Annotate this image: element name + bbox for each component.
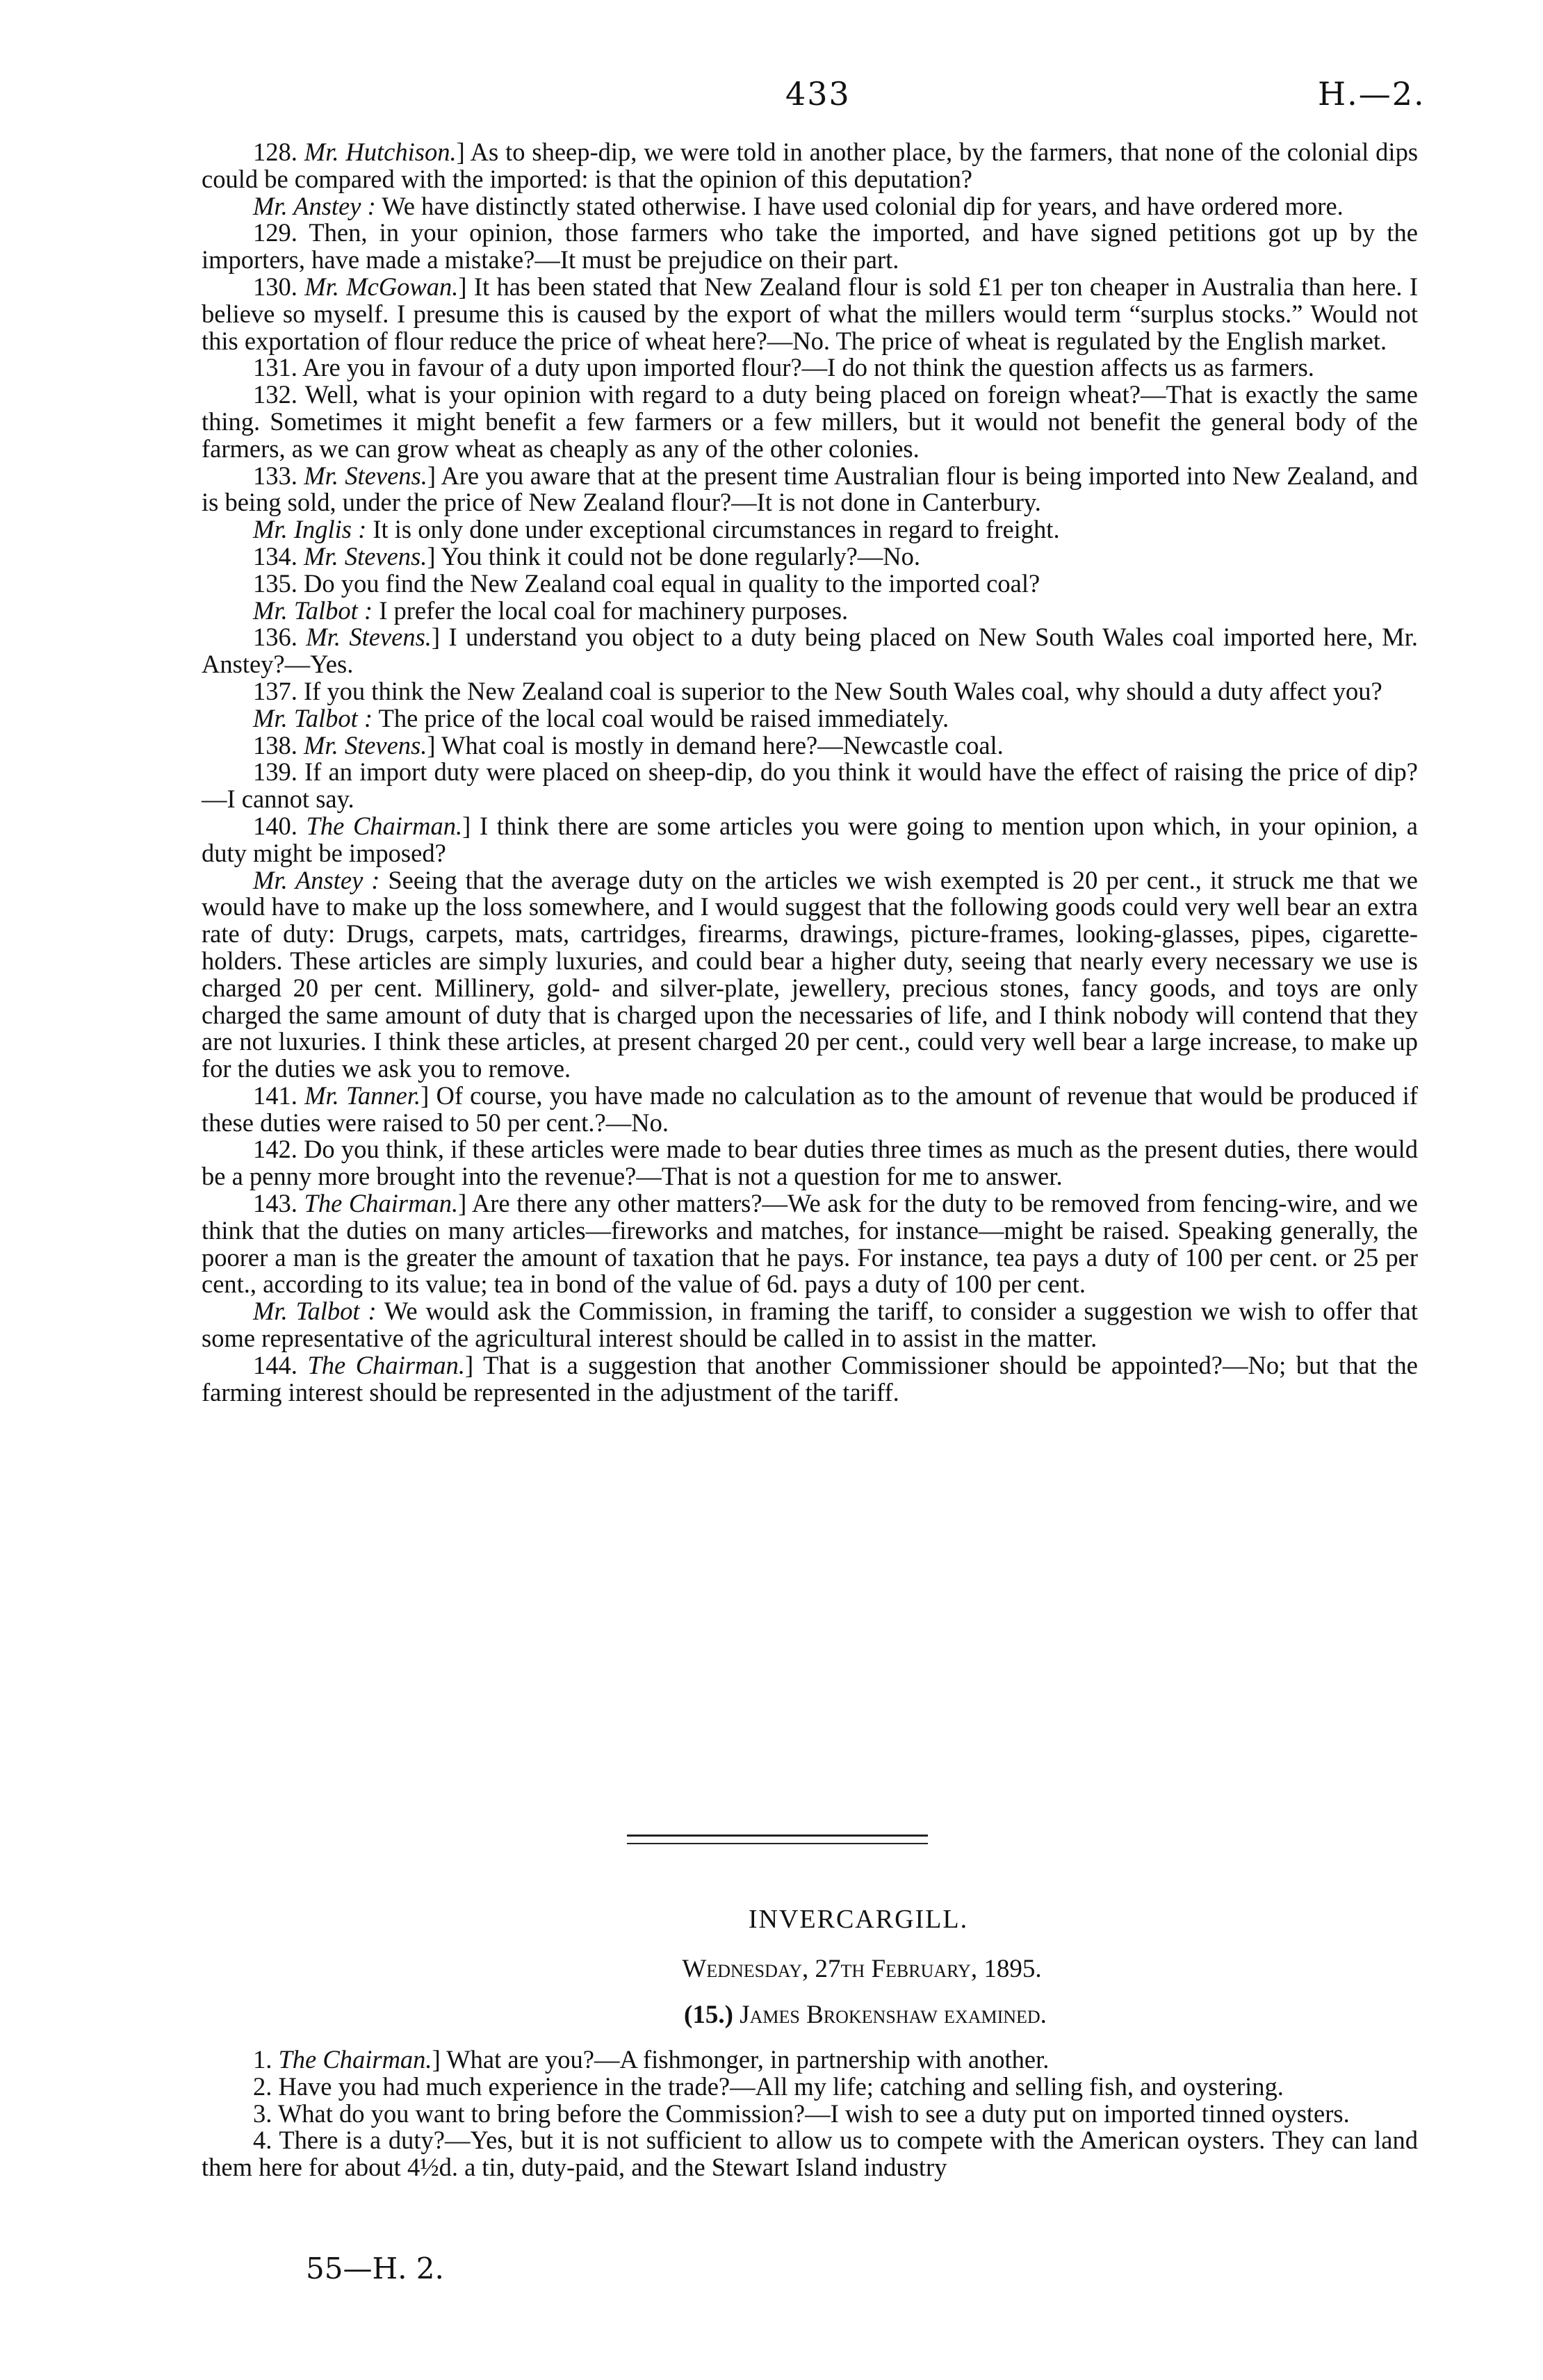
paragraph-text: ] What coal is mostly in demand here?—Newcastle coal.	[427, 730, 1004, 760]
paragraph-text: ] I think there are some articles you were going to mention upon which, in your opinion, a duty might be imposed?	[202, 811, 1418, 867]
testimony-paragraph	[202, 2071, 1418, 2101]
testimony-paragraph	[202, 139, 1418, 193]
page-number: 433	[785, 75, 851, 113]
testimony-paragraph	[202, 759, 1418, 813]
speaker-name: Mr. Talbot :	[253, 596, 373, 625]
testimony-paragraph	[202, 543, 1418, 571]
question-number: 3.	[253, 2099, 278, 2128]
paragraph-text: Then, in your opinion, those farmers who take the imported, and have signed petitions got up by the importers, have made a mistake?—It must be prejudice on their part.	[202, 218, 1418, 274]
witness-number: (15.)	[684, 2001, 733, 2029]
testimony-paragraph	[202, 813, 1418, 867]
document-code: H.—2.	[1318, 75, 1426, 113]
speaker-name: Mr. McGowan.	[304, 272, 459, 301]
testimony-paragraph	[202, 2101, 1418, 2128]
question-number: 138.	[253, 730, 304, 760]
paragraph-text: The price of the local coal would be raised immediately.	[373, 703, 949, 732]
speaker-name: Mr. Tanner.	[304, 1081, 421, 1110]
question-number: 143.	[253, 1189, 304, 1218]
testimony-paragraph	[202, 2127, 1418, 2181]
testimony-paragraph	[202, 2046, 1418, 2074]
section-divider-top	[627, 1835, 928, 1837]
paragraph-text: If an import duty were placed on sheep-dip, do you think it would have the effect of raising the price of dip?—I cannot say.	[202, 757, 1419, 814]
paragraph-text: ] You think it could not be done regularly?—No.	[427, 541, 921, 571]
paragraph-text: Have you had much experience in the trade?—All my life; catching and selling fish, and oystering.	[278, 2071, 1284, 2101]
question-number: 128.	[253, 138, 304, 166]
question-number: 144.	[253, 1350, 308, 1379]
question-number: 130.	[253, 272, 305, 301]
witness-name: James Brokenshaw examined.	[740, 2001, 1047, 2029]
speaker-name: Mr. Anstey :	[253, 191, 376, 220]
question-number: 137.	[253, 676, 304, 705]
question-number: 129.	[253, 218, 309, 247]
testimony-paragraph	[202, 354, 1418, 381]
question-number: 134.	[253, 541, 304, 571]
paragraph-text: If you think the New Zealand coal is superior to the New South Wales coal, why should a duty affect you?	[304, 676, 1382, 705]
speaker-name: The Chairman.	[306, 811, 463, 840]
paragraph-text: What do you want to bring before the Commission?—I wish to see a duty put on imported tinned oysters.	[277, 2099, 1350, 2128]
speaker-name: The Chairman.	[304, 1189, 459, 1218]
paragraph-text: ] I understand you object to a duty being placed on New South Wales coal imported here, Mr. Anstey?—Yes.	[202, 623, 1419, 679]
paragraph-text: We have distinctly stated otherwise. I have used colonial dip for years, and have ordered more.	[375, 191, 1344, 220]
testimony-paragraph	[202, 1298, 1418, 1352]
paragraph-text: Are you in favour of a duty upon imported flour?—I do not think the question affects us as farmers.	[302, 353, 1314, 382]
speaker-name: Mr. Stevens.	[304, 541, 427, 571]
speaker-name: Mr. Talbot :	[253, 1297, 377, 1326]
section-divider-bottom	[627, 1843, 928, 1844]
paragraph-text: Well, what is your opinion with regard to a duty being placed on foreign wheat?—That is exactly the same thing. Sometimes it might benefit a few farmers or a few millers, but it would not benefit the general body of the farmers, as we can grow wheat as cheaply as any of the other colonies.	[202, 380, 1418, 463]
testimony-body	[202, 139, 1418, 1406]
speaker-name: Mr. Stevens.	[304, 461, 427, 490]
question-number: 135.	[253, 568, 304, 598]
speaker-name: Mr. Inglis :	[253, 515, 367, 544]
question-number: 139.	[253, 757, 305, 787]
testimony-paragraph	[202, 463, 1418, 517]
testimony-paragraph	[202, 516, 1418, 543]
testimony-paragraph	[202, 732, 1418, 760]
question-number: 2.	[253, 2071, 279, 2101]
testimony-paragraph	[202, 381, 1418, 462]
paragraph-text: There is a duty?—Yes, but it is not sufficient to allow us to compete with the American oysters. They can land them here for about 4½d. a tin, duty-paid, and the Stewart Island industry	[202, 2126, 1418, 2182]
paragraph-text: ] As to sheep-dip, we were told in another place, by the farmers, that none of the colonial dips could be compared with the imported: is that the opinion of this deputation?	[202, 138, 1419, 193]
testimony-paragraph	[202, 274, 1418, 354]
paragraph-text: ] What are you?—A fishmonger, in partnership with another.	[432, 2045, 1050, 2074]
testimony-paragraph	[202, 1190, 1418, 1298]
testimony-paragraph	[202, 678, 1418, 705]
paragraph-text: ] It has been stated that New Zealand flour is sold £1 per ton cheaper in Australia than here. I believe so myself. I presume this is caused by the export of what the millers would term “surplus stocks.” Would not this exportation of flour reduce the price of wheat here?—No. The price of wheat is regulated by the English market.	[202, 272, 1418, 355]
paragraph-text: Do you think, if these articles were made to bear duties three times as much as the present duties, there would be a penny more brought into the revenue?—That is not a question for me to answer.	[202, 1135, 1418, 1191]
testimony-paragraph	[202, 1083, 1418, 1137]
paragraph-text: ] Are there any other matters?—We ask for the duty to be removed from fencing-wire, and we think that the duties on many articles—fireworks and matches, for instance—might be raised. Speaking generally, the poorer a man is the greater the amount of taxation that he pays. For instance, tea pays a duty of 100 per cent. or 25 per cent., according to its value; tea in bond of the value of 6d. pays a duty of 100 per cent.	[202, 1189, 1418, 1299]
testimony-paragraph	[202, 705, 1418, 732]
paragraph-text: I prefer the local coal for machinery purposes.	[373, 596, 849, 625]
paragraph-text: We would ask the Commission, in framing the tariff, to consider a suggestion we wish to offer that some representative of the agricultural interest should be called in to assist in the matter.	[202, 1297, 1419, 1353]
paragraph-text: Do you find the New Zealand coal equal in quality to the imported coal?	[304, 568, 1040, 598]
question-number: 136.	[253, 623, 307, 652]
question-number: 133.	[253, 461, 304, 490]
testimony-paragraph	[202, 598, 1418, 625]
testimony-paragraph	[202, 220, 1418, 274]
speaker-name: Mr. Talbot :	[253, 703, 373, 732]
question-number: 142.	[253, 1135, 304, 1164]
section-place-heading: INVERCARGILL.	[748, 1905, 969, 1934]
question-number: 140.	[253, 811, 307, 840]
question-number: 1.	[253, 2045, 279, 2074]
testimony-paragraph	[202, 624, 1418, 678]
paragraph-text: ] Are you aware that at the present time Australian flour is being imported into New Zealand, and is being sold, under the price of New Zealand flour?—It is not done in Canterbury.	[202, 461, 1419, 517]
paragraph-text: ] That is a suggestion that another Commissioner should be appointed?—No; but that the farming interest should be represented in the adjustment of the tariff.	[202, 1350, 1418, 1406]
speaker-name: Mr. Stevens.	[304, 730, 427, 760]
question-number: 141.	[253, 1081, 305, 1110]
speaker-name: The Chairman.	[278, 2045, 432, 2074]
paragraph-text: Seeing that the average duty on the articles we wish exempted is 20 per cent., it struck me that we would have to make up the loss somewhere, and I would suggest that the following goods could very well bear an extra rate of duty: Drugs, carpets, mats, cartridges, firearms, drawings, picture-frames, looking-glasses, pipes, cigarette-holders. These articles are simply luxuries, and could bear a higher duty, seeing that nearly every necessary we use is charged 20 per cent. Millinery, gold- and silver-plate, jewellery, precious stones, fancy goods, and toys are only charged the same amount of duty that is charged upon the necessaries of life, and I think nobody will contend that they are not luxuries. I think these articles, at present charged 20 per cent., could very well bear a large increase, to make up for the duties we ask you to remove.	[202, 865, 1418, 1083]
question-number: 131.	[253, 353, 302, 382]
testimony-paragraph	[202, 568, 1418, 598]
speaker-name: Mr. Hutchison.	[304, 138, 457, 166]
paragraph-text: It is only done under exceptional circumstances in regard to freight.	[366, 515, 1060, 544]
testimony-paragraph	[202, 193, 1418, 220]
testimony-paragraph	[202, 1136, 1418, 1190]
paragraph-text: ] Of course, you have made no calculation as to the amount of revenue that would be produced if these duties were raised to 50 per cent.?—No.	[202, 1081, 1419, 1137]
testimony-paragraph	[202, 1352, 1418, 1406]
footer-signature: 55—H. 2.	[306, 2251, 444, 2285]
speaker-name: The Chairman.	[307, 1350, 465, 1379]
speaker-name: Mr. Anstey :	[253, 865, 380, 894]
testimony-body-2	[202, 2046, 1418, 2181]
witness-heading	[0, 2000, 1543, 2030]
question-number: 4.	[253, 2126, 279, 2155]
speaker-name: Mr. Stevens.	[306, 623, 432, 652]
question-number: 132.	[253, 380, 305, 409]
testimony-paragraph	[202, 867, 1418, 1083]
section-date: Wednesday, 27th February, 1895.	[682, 1955, 1042, 1983]
